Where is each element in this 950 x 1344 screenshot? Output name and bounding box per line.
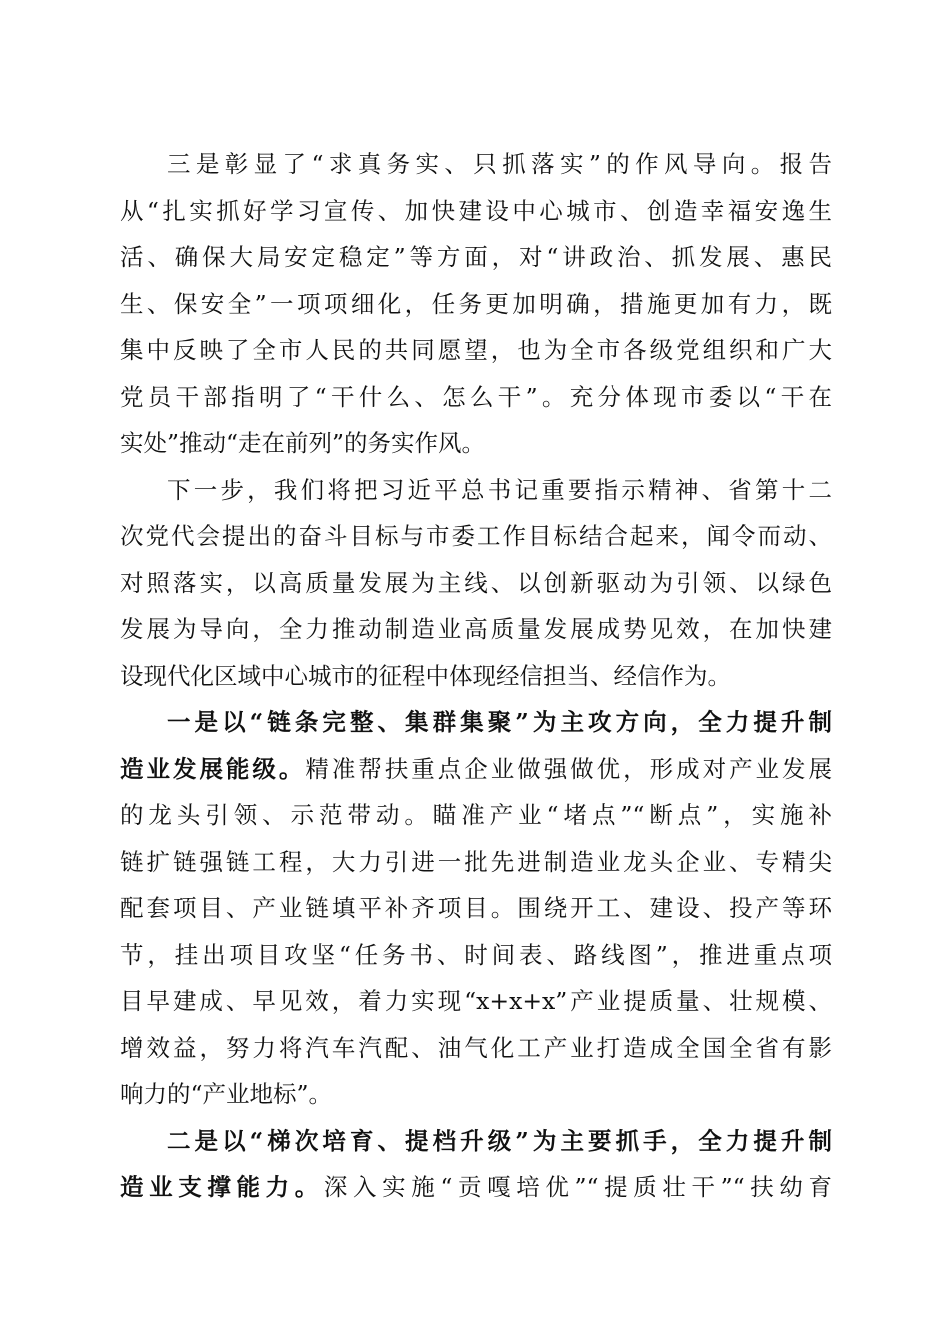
text-line: 目早建成、早见效，着力实现“x+x+x”产业提质量、壮规模、 — [120, 987, 832, 1015]
heading-line: 一是以“链条完整、集群集聚”为主攻方向，全力提升制 — [167, 708, 832, 736]
text-run: 深入实施“贡嘎培优”“提质壮干”“扶幼育 — [323, 1173, 832, 1201]
text-line: 活、确保大局安定稳定”等方面，对“讲政治、抓发展、惠民 — [120, 243, 832, 271]
text-line: 集中反映了全市人民的共同愿望，也为全市各级党组织和广大 — [120, 336, 832, 364]
paragraph — [120, 467, 832, 700]
text-line: 节，挂出项目攻坚“任务书、时间表、路线图”，推进重点项 — [120, 940, 832, 969]
text-line: 发展为导向，全力推动制造业高质量发展成势见效，在加快建 — [120, 615, 832, 643]
text-line: 次党代会提出的奋斗目标与市委工作目标结合起来，闻令而动、 — [120, 522, 832, 550]
text-line: 设现代化区域中心城市的征程中体现经信担当、经信作为。 — [120, 661, 731, 690]
text-line: 三是彰显了“求真务实、只抓落实”的作风导向。报告 — [167, 150, 832, 178]
heading-tail: 造业发展能级。 — [120, 754, 306, 783]
text-line: 党员干部指明了“干什么、怎么干”。充分体现市委以“干在 — [120, 382, 832, 411]
text-line: 响力的“产业地标”。 — [120, 1080, 333, 1108]
text-line — [120, 746, 832, 793]
text-line: 增效益，努力将汽车汽配、油气化工产业打造成全国全省有影 — [120, 1033, 832, 1062]
document-body — [120, 141, 832, 1211]
text-line — [120, 1164, 832, 1211]
text-line: 实处”推动“走在前列”的务实作风。 — [120, 429, 486, 457]
paragraph — [120, 699, 832, 1118]
text-line: 的龙头引领、示范带动。瞄准产业“堵点”“断点”，实施补 — [120, 801, 832, 829]
text-line: 链扩链强链工程，大力引进一批先进制造业龙头企业、专精尖 — [120, 847, 832, 876]
text-line: 下一步，我们将把习近平总书记重要指示精神、省第十二 — [167, 475, 832, 504]
paragraph — [120, 1118, 832, 1211]
heading-line: 二是以“梯次培育、提档升级”为主要抓手，全力提升制 — [167, 1126, 832, 1155]
paragraph — [120, 141, 832, 467]
text-line: 配套项目、产业链填平补齐项目。围绕开工、建设、投产等环 — [120, 894, 832, 922]
text-line: 从“扎实抓好学习宣传、加快建设中心城市、创造幸福安逸生 — [120, 196, 832, 225]
text-run: 精准帮扶重点企业做强做优，形成对产业发展 — [305, 754, 833, 783]
text-line: 生、保安全”一项项细化，任务更加明确，措施更加有力，既 — [120, 289, 832, 318]
heading-tail: 造业支撑能力。 — [120, 1173, 324, 1201]
text-line: 对照落实，以高质量发展为主线、以创新驱动为引领、以绿色 — [120, 568, 832, 597]
